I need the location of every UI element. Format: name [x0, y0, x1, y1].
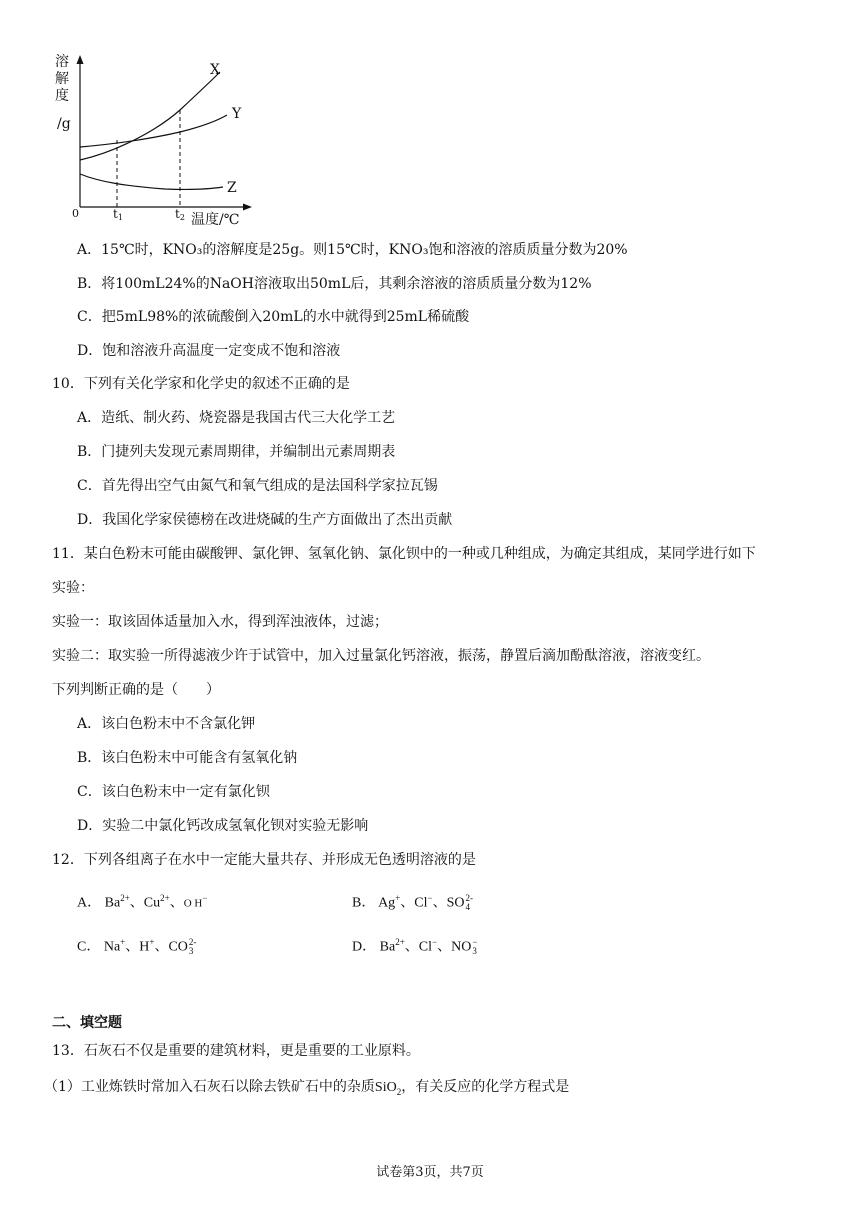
q11-stem-1: 11．某白色粉末可能由碳酸钾、氯化钾、氢氧化钠、氯化钡中的一种或几种组成，为确定其组成，某同学进行如下	[52, 546, 756, 562]
curve-z	[80, 174, 223, 189]
ylabel-char-3: 度	[55, 88, 69, 104]
ylabel-char-1: 溶	[55, 54, 69, 70]
q10-option-d: D．我国化学家侯德榜在改进烧碱的生产方面做出了杰出贡献	[77, 512, 453, 528]
q12-option-c: C． Na+、H+、CO 2- 3	[77, 937, 197, 957]
curve-x	[80, 72, 220, 160]
q11-ask: 下列判断正确的是（ ）	[52, 682, 220, 698]
q9-option-b: B．将100mL24%的NaOH溶液取出50mL后，其剩余溶液的溶质质量分数为12%	[77, 276, 592, 292]
section-heading: 二、填空题	[52, 1015, 122, 1031]
q11-option-d: D．实验二中氯化钙改成氢氧化钡对实验无影响	[77, 818, 369, 834]
t2-label: t2	[175, 207, 185, 222]
q12-stem: 12．下列各组离子在水中一定能大量共存、并形成无色透明溶液的是	[52, 852, 476, 868]
solubility-graph	[55, 52, 255, 230]
curve-label-y: Y	[232, 106, 242, 122]
x-axis-arrow	[243, 204, 252, 211]
ylabel-char-2: 解	[55, 71, 69, 87]
q13-sub1: （1）工业炼铁时常加入石灰石以除去铁矿石中的杂质SiO$_2$，有关反应的化学方程式是	[44, 1079, 570, 1097]
q11-stem-2: 实验：	[52, 580, 94, 596]
page-footer: 试卷第3页，共7页	[376, 1165, 484, 1180]
curve-y	[80, 115, 227, 147]
q10-option-b: B．门捷列夫发现元素周期律，并编制出元素周期表	[77, 444, 396, 460]
ylabel-unit: /g	[57, 116, 71, 132]
q12-option-a: A． $Ba^{2+}$、$Cu^{2+}$、O H−	[77, 893, 208, 911]
q10-stem: 10．下列有关化学家和化学史的叙述不正确的是	[52, 376, 350, 392]
q9-option-d: D．饱和溶液升高温度一定变成不饱和溶液	[77, 343, 341, 359]
curve-label-x: X	[210, 62, 220, 78]
q9-option-c: C．把5mL98%的浓硫酸倒入20mL的水中就得到25mL稀硫酸	[77, 309, 470, 325]
y-axis-arrow	[77, 55, 84, 64]
q11-exp-1: 实验一：取该固体适量加入水，得到浑浊液体，过滤；	[52, 614, 388, 630]
q13-stem: 13．石灰石不仅是重要的建筑材料，更是重要的工业原料。	[52, 1043, 420, 1059]
q11-exp-2: 实验二：取实验一所得滤液少许于试管中，加入过量氯化钙溶液，振荡，静置后滴加酚酞溶液，溶液变红。	[52, 648, 710, 664]
origin-label: 0	[72, 207, 79, 220]
q12-option-d: D． $Ba^{2+}$、Cl−、NO − 3	[352, 937, 478, 957]
curve-label-z: Z	[227, 180, 237, 196]
q11-option-c: C．该白色粉末中一定有氯化钡	[77, 784, 270, 800]
q9-option-a: A．15℃时，KNO₃的溶解度是25g。则15℃时，KNO₃饱和溶液的溶质质量分数为20%	[77, 242, 628, 258]
q12-option-b: B． Ag+、Cl−、SO 2- 4	[352, 893, 473, 913]
q11-option-b: B．该白色粉末中可能含有氢氧化钠	[77, 750, 298, 766]
q10-option-c: C．首先得出空气由氮气和氧气组成的是法国科学家拉瓦锡	[77, 478, 438, 494]
q10-option-a: A．造纸、制火药、烧瓷器是我国古代三大化学工艺	[77, 410, 396, 426]
q11-option-a: A．该白色粉末中不含氯化钾	[77, 716, 256, 732]
t1-label: t1	[113, 207, 123, 222]
xlabel: 温度/℃	[191, 212, 240, 228]
